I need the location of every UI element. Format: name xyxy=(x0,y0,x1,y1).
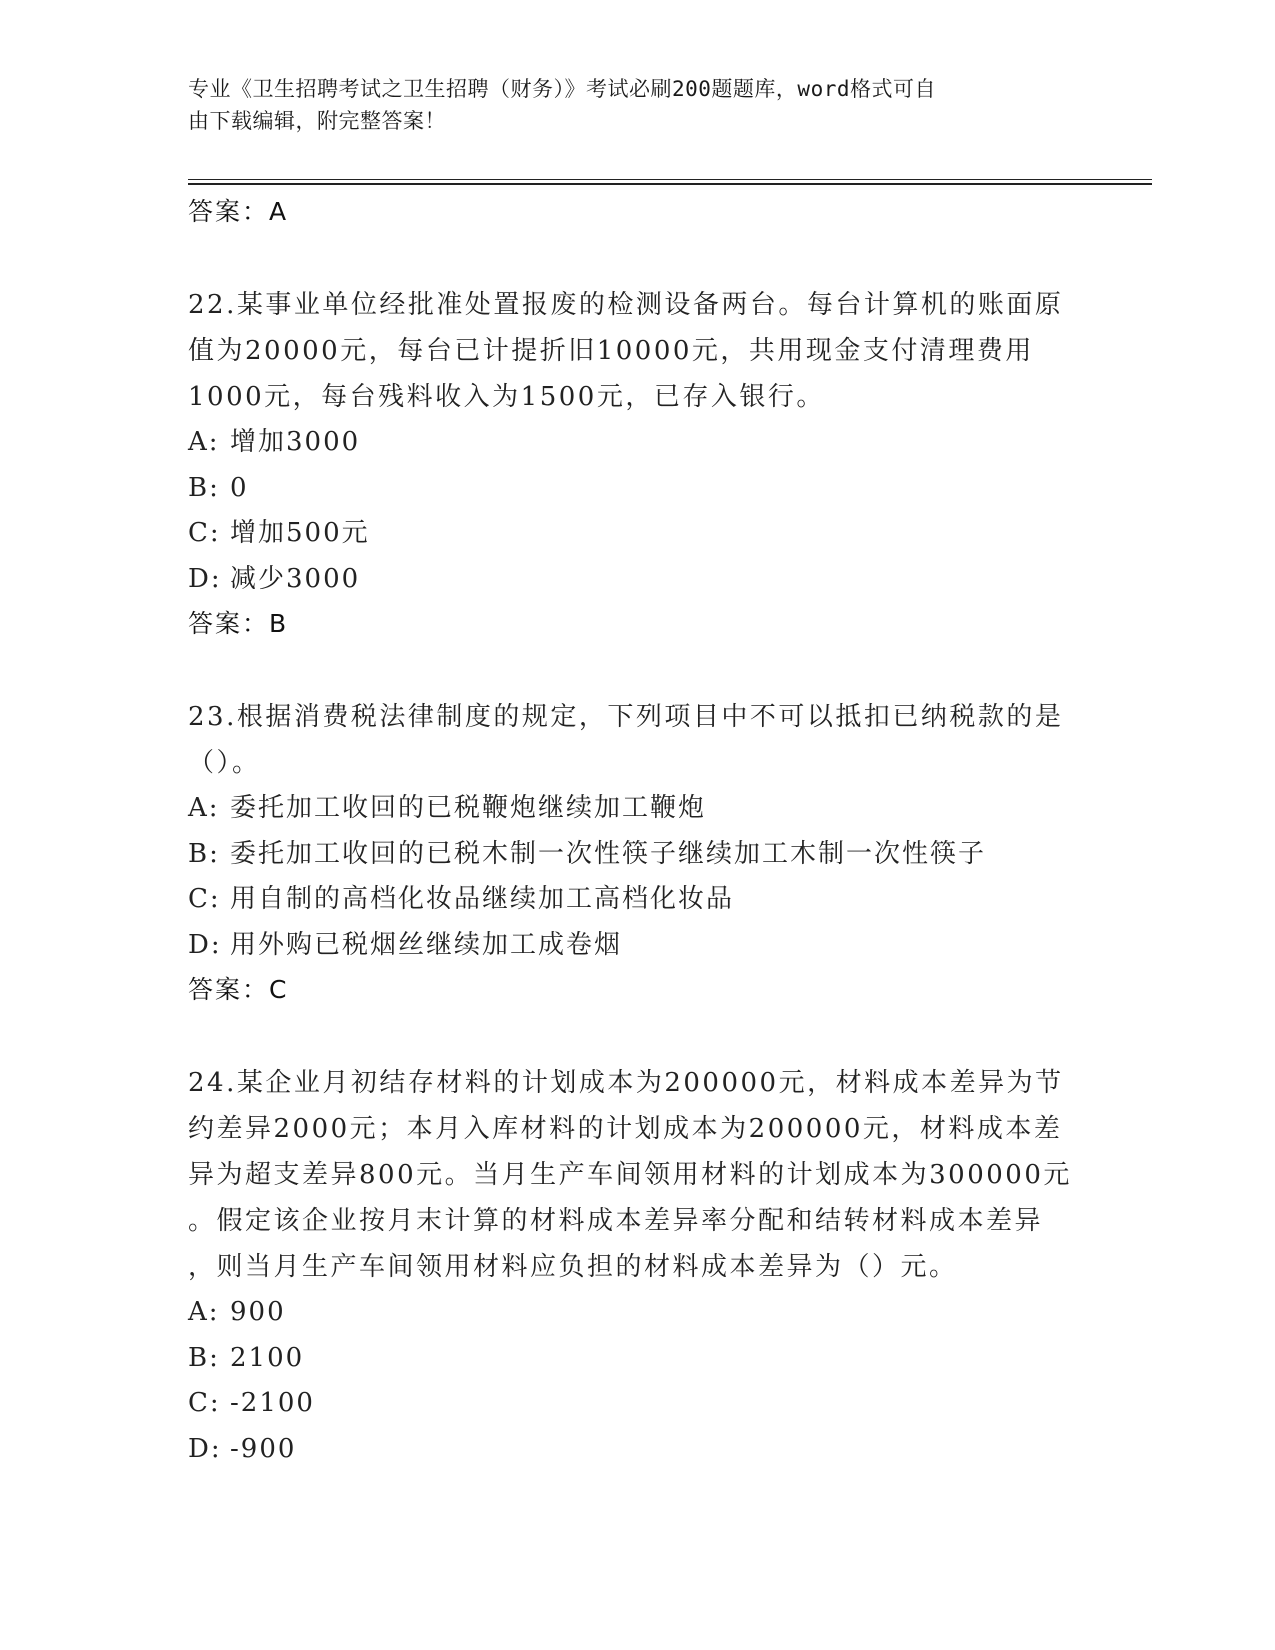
question-22-option-b xyxy=(188,466,1088,512)
stem-line: 约差异2000元；本月入库材料的计划成本为200000元，材料成本差 xyxy=(188,1114,1063,1144)
option-text: 委托加工收回的已税木制一次性筷子继续加工木制一次性筷子 xyxy=(230,838,987,869)
option-label: B: xyxy=(188,838,220,869)
option-label: C: xyxy=(188,1388,221,1418)
stem-line: 异为超支差异800元。当月生产车间领用材料的计划成本为300000元 xyxy=(188,1160,1072,1190)
header-line-2: 由下载编辑，附完整答案！ xyxy=(188,109,446,133)
option-text: 增加3000 xyxy=(230,427,361,457)
question-24-option-d xyxy=(188,1427,1088,1473)
option-label: C: xyxy=(188,884,221,914)
option-text: 减少3000 xyxy=(230,563,361,594)
question-23-answer: 答案：C xyxy=(188,975,289,1004)
question-23-option-c xyxy=(188,877,1088,923)
stem-line: （）。 xyxy=(188,748,261,778)
option-text: -2100 xyxy=(230,1388,315,1418)
header-line-1: 专业《卫生招聘考试之卫生招聘（财务）》考试必刷200题题库，word格式可自 xyxy=(188,77,936,101)
question-22-option-a xyxy=(188,420,1088,466)
stem-line: 23.根据消费税法律制度的规定，下列项目中不可以抵扣已纳税款的是 xyxy=(188,702,1064,732)
option-label: D: xyxy=(188,1433,222,1464)
stem-line: 24.某企业月初结存材料的计划成本为200000元，材料成本差异为节 xyxy=(188,1068,1064,1098)
question-24-stem xyxy=(188,1060,1088,1290)
stem-line: 。假定该企业按月末计算的材料成本差异率分配和结转材料成本差异 xyxy=(188,1206,1044,1236)
stem-line: 22.某事业单位经批准处置报废的检测设备两台。每台计算机的账面原 xyxy=(188,290,1064,320)
option-label: B: xyxy=(188,472,220,503)
question-spacer xyxy=(188,1012,1088,1060)
option-text: 用自制的高档化妆品继续加工高档化妆品 xyxy=(230,884,735,914)
question-23-option-b xyxy=(188,832,1088,878)
question-22-stem xyxy=(188,282,1088,420)
question-22-option-c xyxy=(188,511,1088,557)
stem-line: ，则当月生产车间领用材料应负担的材料成本差异为（）元。 xyxy=(188,1252,958,1282)
document-header xyxy=(188,73,1068,137)
question-23-option-d xyxy=(188,923,1088,969)
header-rule-thick xyxy=(188,183,1152,185)
option-label: B: xyxy=(188,1342,220,1373)
header-rule-thin xyxy=(188,179,1152,180)
question-24-option-a xyxy=(188,1290,1088,1336)
option-label: D: xyxy=(188,929,222,960)
option-label: A: xyxy=(188,427,220,457)
option-text: 委托加工收回的已税鞭炮继续加工鞭炮 xyxy=(230,793,707,823)
question-22-answer: 答案：B xyxy=(188,609,289,638)
option-text: 增加500元 xyxy=(230,518,370,548)
option-text: 用外购已税烟丝继续加工成卷烟 xyxy=(230,929,623,960)
option-label: A: xyxy=(188,793,220,823)
question-24-option-b xyxy=(188,1336,1088,1382)
option-text: -900 xyxy=(230,1433,297,1464)
question-spacer xyxy=(188,234,1088,282)
stem-line: 值为20000元，每台已计提折旧10000元，共用现金支付清理费用 xyxy=(188,336,1034,366)
stem-line: 1000元，每台残料收入为1500元，已存入银行。 xyxy=(188,382,825,412)
option-text: 0 xyxy=(230,472,249,503)
option-text: 2100 xyxy=(230,1342,305,1373)
option-text: 900 xyxy=(230,1297,286,1327)
previous-answer: 答案：A xyxy=(188,197,289,226)
question-23-stem xyxy=(188,694,1088,786)
question-spacer xyxy=(188,646,1088,694)
question-24-option-c xyxy=(188,1381,1088,1427)
question-22-option-d xyxy=(188,557,1088,603)
option-label: A: xyxy=(188,1297,220,1327)
option-label: D: xyxy=(188,563,222,594)
option-label: C: xyxy=(188,518,221,548)
question-23-option-a xyxy=(188,786,1088,832)
question-list xyxy=(188,190,1088,1472)
